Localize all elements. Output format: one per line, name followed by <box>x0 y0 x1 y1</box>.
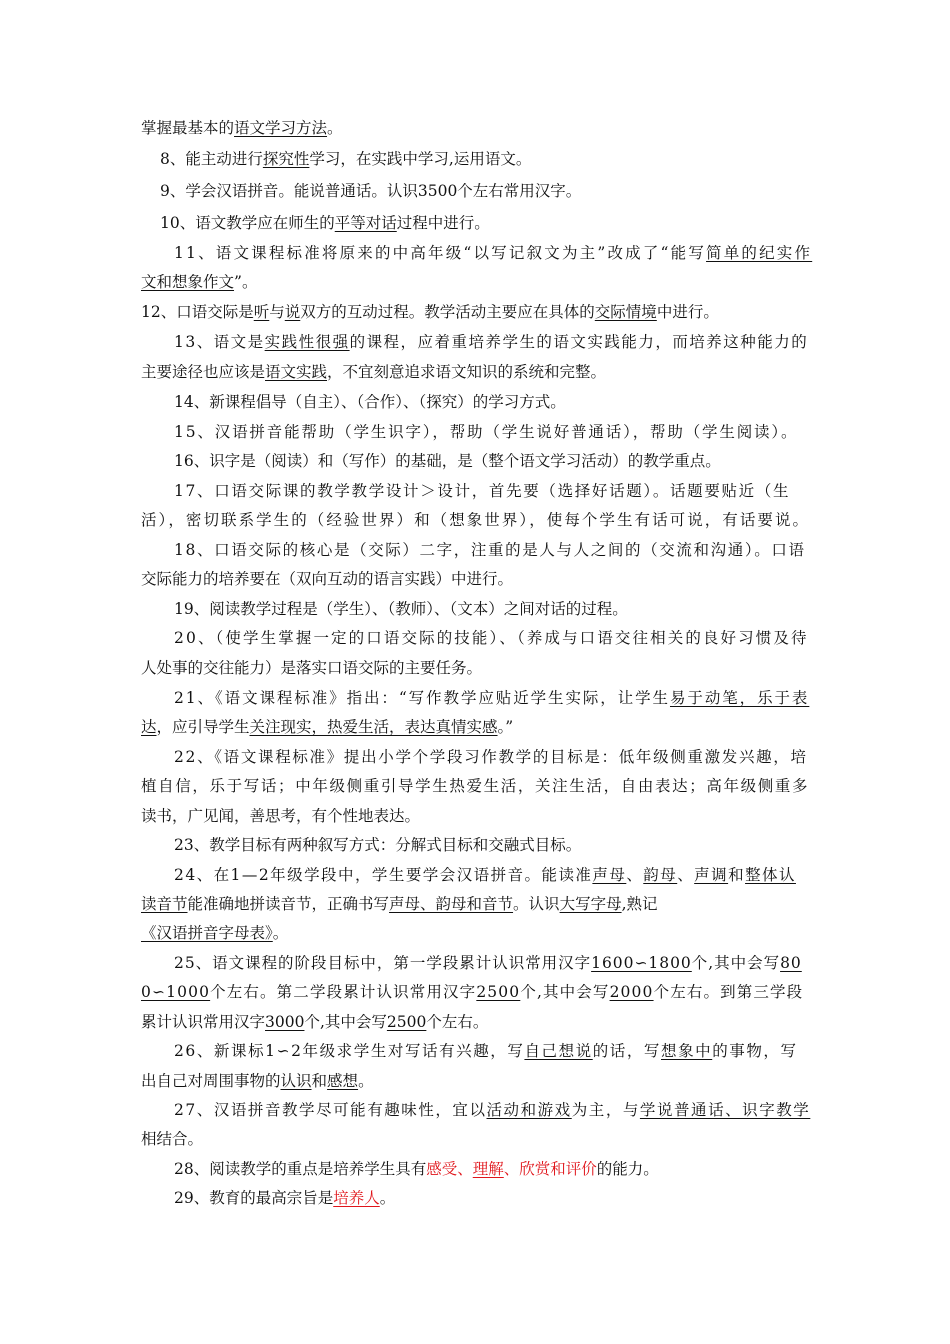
text-segment: 26、新课标1∽2年级求学生对写话有兴趣，写 <box>174 1042 525 1060</box>
text-line <box>174 540 806 560</box>
text-segment: 19、阅读教学过程是（学生）、（教师）、（文本）之间对话的过程。 <box>174 600 628 618</box>
text-segment: 14、新课程倡导（自主）、（合作）、（探究）的学习方式。 <box>174 393 566 411</box>
text-line <box>174 628 809 648</box>
text-line <box>174 451 721 471</box>
underlined-answer: 探究性 <box>262 150 310 168</box>
text-segment: 8、能主动进行 <box>160 150 263 168</box>
text-segment: 和 <box>311 1072 328 1090</box>
text-line <box>174 865 796 885</box>
text-line <box>141 658 482 678</box>
underlined-answer: 说 <box>284 303 301 321</box>
text-segment: ，不宜刻意追求语文知识的系统和完整。 <box>327 363 607 381</box>
text-segment: 25、语文课程的阶段目标中，第一学段累计认识常用汉字 <box>174 954 592 972</box>
text-segment: ,熟记 <box>621 895 658 913</box>
underlined-answer: 语文学习方法 <box>234 119 328 137</box>
text-segment: 27、汉语拼音教学尽可能有趣味性，宜以 <box>174 1101 487 1119</box>
text-segment: 相结合。 <box>141 1130 204 1148</box>
underlined-answer: 声母、韵母和音节 <box>389 895 514 913</box>
text-segment: 双方的互动过程。教学活动主要应在具体的 <box>300 303 595 321</box>
text-segment: ，应引导学生 <box>156 718 250 736</box>
text-segment: 22、《语文课程标准》提出小学个学段习作教学的目标是：低年级侧重激发兴趣，培 <box>174 748 808 766</box>
text-line <box>141 272 257 292</box>
underlined-answer: 《汉语拼音字母表》 <box>141 924 273 942</box>
text-segment: 12、口语交际是 <box>141 303 254 321</box>
text-segment: 植自信，乐于写话；中年级侧重引导学生热爱生活，关注生活，自由表达；高年级侧重多 <box>141 777 810 795</box>
text-line <box>174 953 802 973</box>
text-segment: 个,其中会写 <box>520 983 610 1001</box>
underlined-answer: 自己想说 <box>524 1042 593 1060</box>
text-line <box>141 1012 488 1032</box>
text-segment: 10、语文教学应在师生的 <box>160 214 335 232</box>
text-segment: 个左右。第二学段累计认识常用汉字 <box>210 983 477 1001</box>
text-segment: 17、口语交际课的教学教学设计＞设计，首先要（选择好话题）。话题要贴近（生 <box>174 482 791 500</box>
highlighted-text: 、欣赏和评价 <box>503 1160 597 1178</box>
text-line <box>174 688 809 708</box>
text-line <box>141 776 809 796</box>
text-line <box>174 1041 798 1061</box>
underlined-answer: 认识 <box>280 1072 312 1090</box>
text-line <box>141 806 420 826</box>
text-line <box>160 149 531 169</box>
text-line <box>141 1071 374 1091</box>
underlined-answer: 易于动笔，乐于表 <box>669 689 810 707</box>
underlined-answer: 达 <box>141 718 157 736</box>
text-segment: 23、教学目标有两种叙写方式：分解式目标和交融式目标。 <box>174 836 582 854</box>
underlined-answer: 感想 <box>327 1072 359 1090</box>
text-segment: 、 <box>677 866 695 884</box>
text-line <box>160 213 490 233</box>
text-segment: 和 <box>728 866 746 884</box>
text-segment: 15、汉语拼音能帮助（学生识字），帮助（学生说好普通话），帮助（学生阅读）。 <box>174 423 799 441</box>
text-segment: 24、在1—2年级学段中，学生要学会汉语拼音。能读准 <box>174 866 593 884</box>
text-segment: 人处事的交往能力）是落实口语交际的主要任务。 <box>141 659 483 677</box>
underlined-answer: 听 <box>253 303 270 321</box>
underlined-answer: 0∽1000 <box>141 983 211 1001</box>
text-line <box>141 982 803 1002</box>
text-segment: 累计认识常用汉字 <box>141 1013 266 1031</box>
underlined-answer: 活动和游戏 <box>486 1101 572 1119</box>
text-line <box>141 510 810 530</box>
text-segment: ”。 <box>234 273 258 291</box>
text-segment: 28、阅读教学的重点是培养学生具有 <box>174 1160 427 1178</box>
text-line <box>174 243 812 263</box>
text-line <box>174 599 628 619</box>
text-line <box>141 923 288 943</box>
underlined-answer: 文和想象作文 <box>141 273 235 291</box>
text-segment: 与 <box>269 303 285 321</box>
text-segment: 交际能力的培养要在（双向互动的语言实践）中进行。 <box>141 570 514 588</box>
text-segment: 出自己对周围事物的 <box>141 1072 281 1090</box>
text-line <box>174 392 566 412</box>
text-segment: 个左右。 <box>426 1013 489 1031</box>
text-segment: 。 <box>379 1189 396 1207</box>
text-segment: 的话，写 <box>592 1042 661 1060</box>
text-segment: 21、《语文课程标准》指出：“写作教学应贴近学生实际，让学生 <box>174 689 670 707</box>
text-segment: 16、识字是（阅读）和（写作）的基础，是（整个语文学习活动）的教学重点。 <box>174 452 721 470</box>
text-segment: 学习，在实践中学习,运用语文。 <box>309 150 532 168</box>
text-segment: 个左右。到第三学段 <box>653 983 804 1001</box>
text-segment: 、 <box>626 866 644 884</box>
text-segment: 29、教育的最高宗旨是 <box>174 1189 334 1207</box>
underlined-answer: 大写字母 <box>559 895 622 913</box>
text-line <box>174 1159 659 1179</box>
text-line <box>174 747 808 767</box>
text-line <box>141 569 513 589</box>
text-segment: 。 <box>327 119 343 137</box>
text-segment: 13、语文是 <box>174 333 265 351</box>
text-line <box>160 181 581 201</box>
text-segment: 20、（使学生掌握一定的口语交际的技能）、（养成与口语交往相关的良好习惯及待 <box>174 629 809 647</box>
text-segment: 主要途径也应该是 <box>141 363 266 381</box>
underlined-answer: 声调 <box>694 866 729 884</box>
text-line <box>174 422 798 442</box>
underlined-answer: 实践性很强 <box>264 333 350 351</box>
text-line <box>141 894 658 914</box>
underlined-answer: 关注现实，热爱生活，表达真情实感 <box>249 718 498 736</box>
text-segment: 的能力。 <box>596 1160 659 1178</box>
underlined-answer: 声母 <box>592 866 627 884</box>
text-segment: 能准确地拼读音节，正确书写 <box>187 895 390 913</box>
text-segment: 。认识 <box>513 895 560 913</box>
text-segment: 活），密切联系学生的（经验世界）和（想象世界），使每个学生有话可说，有话要说。 <box>141 511 811 529</box>
underlined-answer: 想象中 <box>661 1042 713 1060</box>
text-line <box>141 1129 203 1149</box>
highlighted-text: 感受、 <box>426 1160 473 1178</box>
text-segment: 个,其中会写 <box>304 1013 387 1031</box>
text-segment: 读书，广见闻，善思考，有个性地表达。 <box>141 807 421 825</box>
text-segment: 个,其中会写 <box>691 954 781 972</box>
underlined-answer: 80 <box>780 954 802 972</box>
text-segment: 11、语文课程标准将原来的中高年级“以写记叙文为主”改成了“能写 <box>174 244 707 262</box>
text-segment: 。 <box>272 924 289 942</box>
underlined-answer: 平等对话 <box>334 214 397 232</box>
text-line <box>141 302 719 322</box>
underlined-answer: 培养人 <box>333 1189 380 1207</box>
text-segment: 掌握最基本的 <box>141 119 235 137</box>
text-segment: 18、口语交际的核心是（交际）二字，注重的是人与人之间的（交流和沟通）。口语 <box>174 541 806 559</box>
underlined-answer: 语文实践 <box>265 363 328 381</box>
text-line <box>174 1188 395 1208</box>
underlined-answer: 2000 <box>609 983 654 1001</box>
underlined-answer: 3000 <box>265 1013 305 1031</box>
underlined-answer: 学说普通话、识字教学 <box>639 1101 811 1119</box>
text-line <box>141 118 343 138</box>
underlined-answer: 1600∽1800 <box>591 954 692 972</box>
text-segment: 为主，与 <box>571 1101 640 1119</box>
underlined-answer: 简单的纪实作 <box>706 244 813 262</box>
text-line <box>174 835 581 855</box>
text-line <box>174 332 808 352</box>
text-segment: 的事物，写 <box>712 1042 798 1060</box>
text-segment: 的课程，应着重培养学生的语文实践能力，而培养这种能力的 <box>349 333 809 351</box>
text-segment: 。” <box>497 718 514 736</box>
underlined-answer: 韵母 <box>643 866 678 884</box>
text-line <box>141 362 606 382</box>
text-segment: 9、学会汉语拼音。能说普通话。认识3500个左右常用汉字。 <box>160 182 582 200</box>
underlined-answer: 交际情境 <box>594 303 657 321</box>
underlined-answer: 读音节 <box>141 895 188 913</box>
underlined-answer: 整体认 <box>745 866 796 884</box>
text-segment: 过程中进行。 <box>396 214 490 232</box>
text-line <box>174 481 790 501</box>
text-line <box>141 717 513 737</box>
text-line <box>174 1100 810 1120</box>
text-segment: 。 <box>358 1072 374 1090</box>
underlined-answer: 理解 <box>472 1160 504 1178</box>
underlined-answer: 2500 <box>386 1013 427 1031</box>
text-segment: 中进行。 <box>656 303 719 321</box>
underlined-answer: 2500 <box>476 983 521 1001</box>
